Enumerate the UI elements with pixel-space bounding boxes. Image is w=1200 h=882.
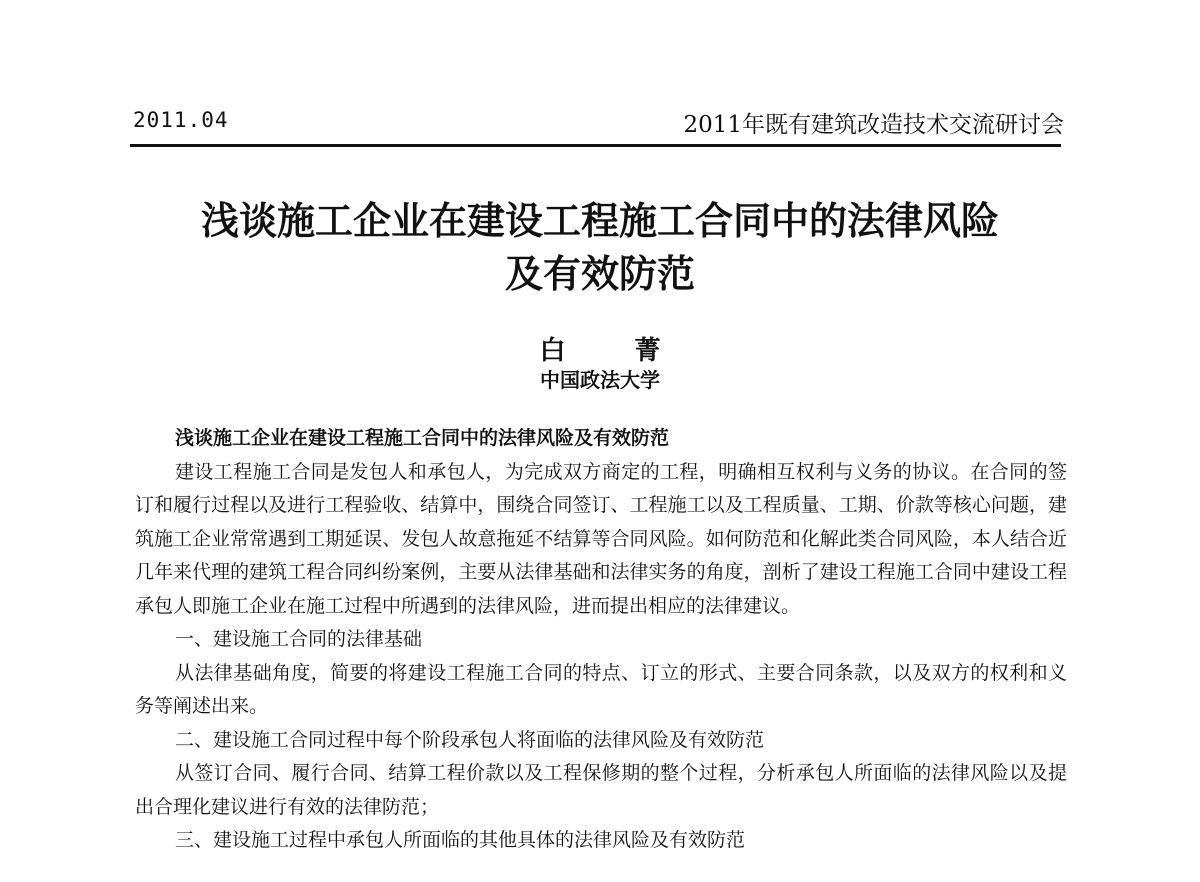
header-conference-name: 2011年既有建筑改造技术交流研讨会 [683, 112, 1064, 138]
author-name: 白 菁 [539, 336, 691, 366]
section-heading-3: 三、建设施工过程中承包人所面临的其他具体的法律风险及有效防范 [175, 829, 746, 851]
header-date: 2011.04 [133, 108, 229, 132]
intro-paragraph: 建设工程施工合同是发包人和承包人，为完成双方商定的工程，明确相互权利与义务的协议。在合同的签订和履行过程以及进行工程验收、结算中，围绕合同签订、工程施工以及工程质量、工期、价款等核心问题，建筑施工企业常常遇到工期延误、发包人故意拖延不结算等合同风险。如何防范和化解此类合同风险，本人结合近几年来代理的建筑工程合同纠纷案例，主要从法律基础和法律实务的角度，剖析了建设工程施工合同中建设工程承包人即施工企业在施工过程中所遇到的法律风险，进而提出相应的法律建议。 [135, 460, 1067, 617]
section-paragraph-2: 从签订合同、履行合同、结算工程价款以及工程保修期的整个过程，分析承包人所面临的法律风险以及提出合理化建议进行有效的法律防范； [135, 762, 1067, 818]
section-heading-2: 二、建设施工合同过程中每个阶段承包人将面临的法律风险及有效防范 [175, 728, 765, 751]
paper-title-line-2: 及有效防范 [504, 252, 695, 296]
section-heading-1: 一、建设施工合同的法律基础 [175, 628, 423, 650]
author-affiliation: 中国政法大学 [540, 368, 660, 392]
paper-title-line-1: 浅谈施工企业在建设工程施工合同中的法律风险 [200, 199, 999, 243]
header-rule [130, 144, 1061, 147]
body-text [135, 422, 1067, 858]
body-subtitle: 浅谈施工企业在建设工程施工合同中的法律风险及有效防范 [175, 427, 670, 449]
section-paragraph-1: 从法律基础角度，简要的将建设工程施工合同的特点、订立的形式、主要合同条款，以及双方的权利和义务等阐述出来。 [135, 661, 1067, 717]
